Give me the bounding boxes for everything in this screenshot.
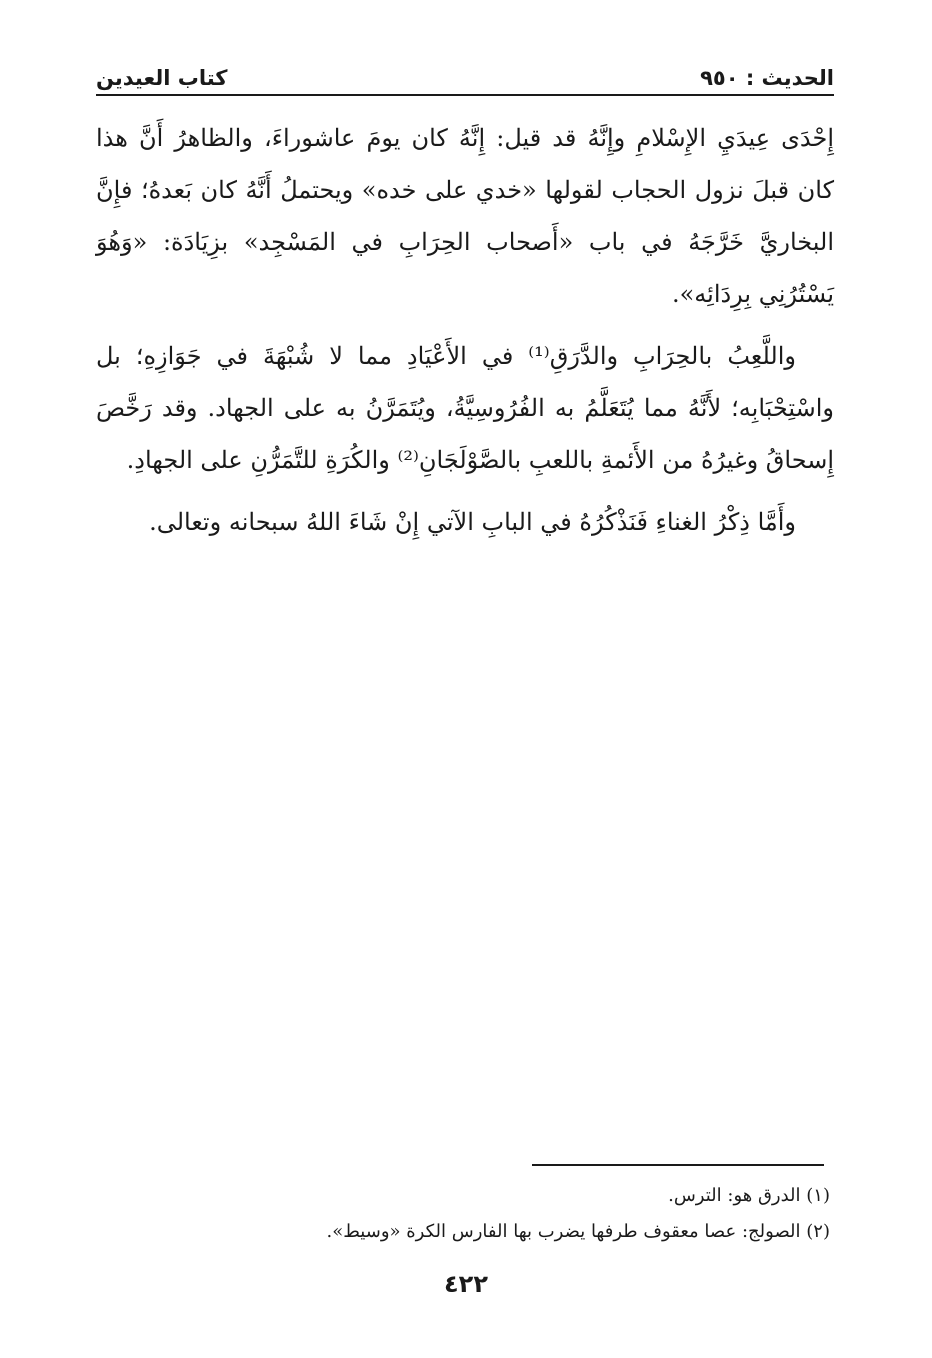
header-divider (96, 94, 834, 96)
footnote-2: (٢) الصولج: عصا معقوف طرفها يضرب بها الفارس الكرة «وسيط». (326, 1221, 830, 1242)
paragraph-1: إِحْدَى عِيدَيِ الإِسْلامِ وإِنَّهُ قد قيل: إِنَّهُ كان يومَ عاشوراءَ، والظاهرُ أَنَّ هذا كان قبلَ نزول الحجاب لقولها «خدي على خده» ويحتملُ أَنَّهُ كان بَعدهُ؛ فإِنَّ البخاريَّ خَرَّجَهُ في باب «أَصحاب الحِرَابِ في المَسْجِد» بزِيَادَة: «وَهُوَ يَسْتُرُنِي بِرِدَائِه». (96, 124, 834, 308)
footnote-divider (532, 1164, 824, 1166)
book-title: كتاب العيدين (96, 66, 228, 90)
page-header (96, 56, 834, 90)
footnotes (96, 1178, 830, 1250)
footnote-1: (١) الدرق هو: الترس. (668, 1185, 830, 1206)
paragraph-3: وأَمَّا ذِكْرُ الغناءِ فَنَذْكُرُهُ في البابِ الآتي إِنْ شَاءَ اللهُ سبحانه وتعالى. (149, 508, 796, 536)
page-number: ٤٢٢ (444, 1270, 488, 1298)
paragraph-2: واللَّعِبُ بالحِرَابِ والدَّرَقِ⁽¹⁾ في الأَعْيَادِ مما لا شُبْهَةَ في جَوَازِهِ؛ بل واسْتِحْبَابِه؛ لأَنَّهُ مما يُتَعَلَّمُ به الفُرُوسِيَّةُ، ويُتَمَرَّنُ به على الجهاد. وقد رَخَّصَ إِسحاقُ وغيرُهُ من الأَئمةِ باللعبِ بالصَّوْلَجَانِ⁽²⁾ والكُرَةِ للتَّمَرُّنِ على الجهادِ. (96, 342, 834, 474)
hadith-number: الحديث : ٩٥٠ (700, 66, 834, 90)
main-text (96, 112, 834, 558)
